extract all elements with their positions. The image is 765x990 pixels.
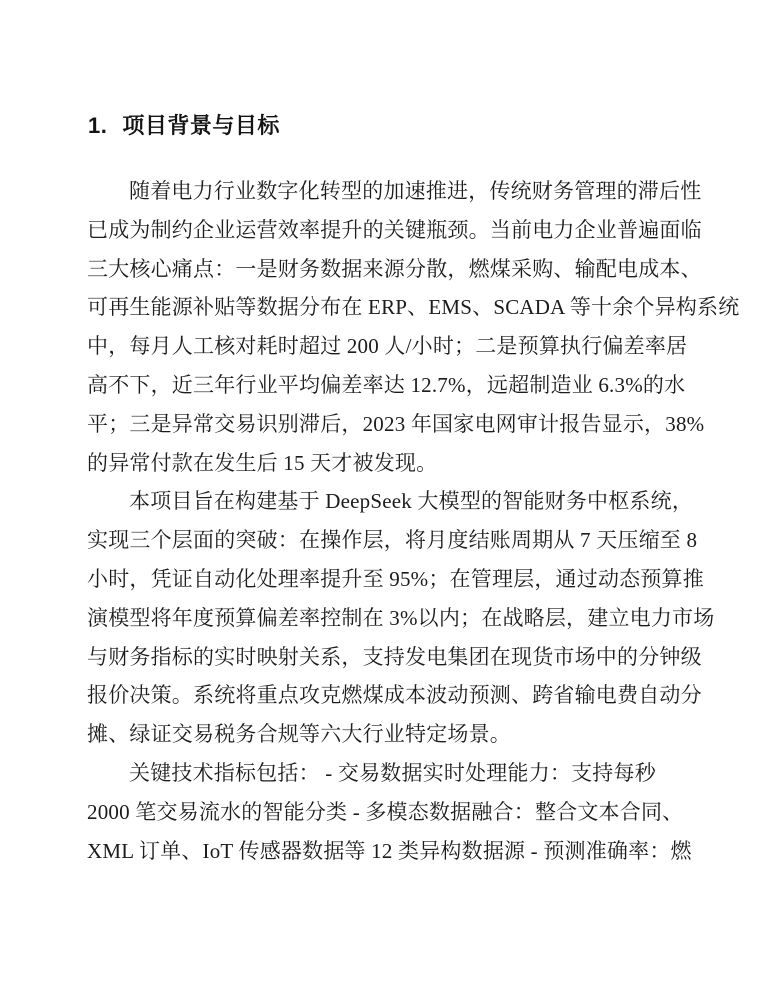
section-heading-title: 项目背景与目标 [122, 113, 280, 138]
text-line: 中，每月人工核对耗时超过 200 人/小时；二是预算执行偏差率居 [87, 334, 688, 359]
text-line: XML 订单、IoT 传感器数据等 12 类异构数据源 - 预测准确率：燃 [87, 838, 692, 863]
paragraph [87, 754, 692, 870]
text-line: 摊、绿证交易税务合规等六大行业特定场景。 [87, 722, 511, 747]
paragraph [87, 172, 740, 482]
text-line: 随着电力行业数字化转型的加速推进，传统财务管理的滞后性 [129, 179, 702, 203]
text-line: 三大核心痛点：一是财务数据来源分散，燃煤采购、输配电成本、 [87, 256, 702, 281]
text-line: 平；三是异常交易识别滞后，2023 年国家电网审计报告显示，38% [87, 411, 705, 436]
text-line: 本项目旨在构建基于 DeepSeek 大模型的智能财务中枢系统， [129, 489, 694, 514]
text-line: 报价决策。系统将重点攻克燃煤成本波动预测、跨省输电费自动分 [87, 683, 702, 708]
text-line: 已成为制约企业运营效率提升的关键瓶颈。当前电力企业普遍面临 [87, 217, 702, 242]
text-line: 关键技术指标包括： - 交易数据实时处理能力：支持每秒 [129, 760, 656, 785]
document-body [87, 172, 740, 870]
text-line: 演模型将年度预算偏差率控制在 3%以内；在战略层，建立电力市场 [87, 605, 715, 630]
section-heading-number: 1. [88, 113, 108, 138]
paragraph [87, 482, 715, 754]
text-line: 的异常付款在发生后 15 天才被发现。 [87, 450, 438, 475]
text-line: 小时，凭证自动化处理率提升至 95%；在管理层，通过动态预算推 [87, 566, 704, 591]
text-line: 可再生能源补贴等数据分布在 ERP、EMS、SCADA 等十余个异构系统 [87, 295, 740, 320]
text-line: 与财务指标的实时映射关系，支持发电集团在现货市场中的分钟级 [87, 644, 702, 669]
text-line: 实现三个层面的突破：在操作层，将月度结账周期从 7 天压缩至 8 [87, 528, 698, 553]
text-line: 高不下，近三年行业平均偏差率达 12.7%，远超制造业 6.3%的水 [87, 372, 686, 397]
text-line: 2000 笔交易流水的智能分类 - 多模态数据融合：整合文本合同、 [87, 799, 684, 824]
section-heading [88, 110, 280, 142]
